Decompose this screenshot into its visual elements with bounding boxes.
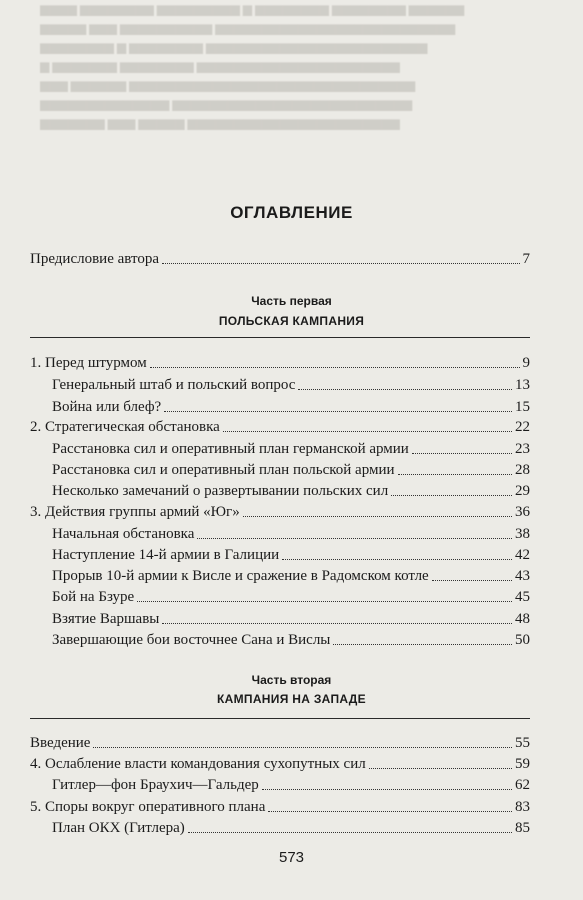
entry-title: 2. Стратегическая обстановка (30, 419, 220, 435)
dot-leader (369, 768, 512, 769)
bleed-through-text: ▆▆▆▆ ▆▆▆▆▆▆▆▆ ▆▆▆▆▆▆▆▆▆ ▆ ▆▆▆▆▆▆▆▆ ▆▆▆▆▆▆▆▆ ▆▆▆▆▆▆ ▆▆▆▆▆ ▆▆▆ ▆▆▆▆▆▆▆▆▆▆ ▆▆▆▆▆▆▆▆▆▆▆▆▆▆▆▆▆▆▆▆▆▆▆▆▆▆ ▆▆▆▆▆▆▆▆ ▆ ▆▆▆▆▆▆▆▆ ▆▆▆▆▆▆▆▆▆▆▆▆▆▆▆▆▆▆▆▆▆▆▆▆ ▆ ▆▆▆▆▆▆▆ ▆▆▆▆▆▆▆▆ ▆▆▆▆▆▆▆▆▆▆▆▆▆▆▆▆▆▆▆▆▆▆ ▆▆▆ ▆▆▆▆▆▆ ▆▆▆▆▆▆▆▆▆▆▆▆▆▆▆▆▆▆▆▆▆▆▆▆▆▆▆▆▆▆▆ ▆▆▆▆▆▆▆▆▆▆▆▆▆▆ ▆▆▆▆▆▆▆▆▆▆▆▆▆▆▆▆▆▆▆▆▆▆▆▆▆▆ ▆▆▆▆▆▆▆ ▆▆▆ ▆▆▆▆▆ ▆▆▆▆▆▆▆▆▆▆▆▆▆▆▆▆▆▆▆▆▆▆▆ (40, 2, 465, 130)
entry-title: Война или блеф? (52, 399, 162, 415)
entry-page: 85 (515, 820, 530, 836)
entry-title: Прорыв 10-й армии к Висле и сражение в Радомском котле (52, 568, 429, 584)
toc-chapter (30, 732, 530, 752)
toc-title: ОГЛАВЛЕНИЕ (230, 203, 353, 222)
dot-leader (162, 623, 512, 624)
dot-leader (93, 747, 512, 748)
entry-page: 42 (515, 547, 530, 563)
dot-leader (164, 411, 512, 412)
entry-title: 3. Действия группы армий «Юг» (30, 504, 240, 520)
dot-leader (333, 644, 512, 645)
toc-section (52, 544, 530, 564)
entry-title: Начальная обстановка (52, 526, 195, 542)
entry-title: План ОКХ (Гитлера) (52, 820, 185, 836)
toc-section (52, 565, 530, 585)
toc-section (52, 608, 530, 628)
dot-leader (150, 367, 520, 368)
dot-leader (197, 538, 512, 539)
toc-chapter (30, 416, 530, 436)
entry-page: 36 (515, 504, 530, 520)
entry-page: 83 (515, 799, 530, 815)
toc-chapter (30, 796, 530, 816)
dot-leader (412, 453, 512, 454)
entry-title: Гитлер—фон Браухич—Гальдер (52, 777, 259, 793)
entry-title: 4. Ослабление власти командования сухопутных сил (30, 756, 366, 772)
entry-title: 5. Споры вокруг оперативного плана (30, 799, 266, 815)
entry-page: 43 (515, 568, 530, 584)
toc-section (52, 774, 530, 794)
entry-page: 22 (515, 419, 530, 435)
entry-title: Несколько замечаний о развертывании польских сил (52, 483, 389, 499)
entry-title: Наступление 14-й армии в Галиции (52, 547, 280, 563)
dot-leader (188, 832, 512, 833)
entry-title: Предисловие автора (30, 251, 159, 267)
dot-leader (137, 601, 512, 602)
page-number: 573 (278, 849, 305, 866)
dot-leader (268, 811, 512, 812)
dot-leader (243, 516, 512, 517)
dot-leader (298, 389, 512, 390)
entry-title: Бой на Бзуре (52, 589, 135, 605)
toc-section (52, 396, 530, 416)
dot-leader (432, 580, 512, 581)
entry-page: 23 (515, 441, 530, 457)
divider-rule (30, 718, 530, 719)
toc-section (52, 480, 530, 500)
dot-leader (391, 495, 512, 496)
entry-page: 50 (515, 632, 530, 648)
part-label: Часть вторая (251, 673, 332, 687)
toc-section (52, 438, 530, 458)
entry-title: 1. Перед штурмом (30, 355, 147, 371)
entry-page: 7 (522, 251, 530, 267)
toc-section (52, 459, 530, 479)
entry-page: 9 (522, 355, 530, 371)
toc-chapter (30, 753, 530, 773)
toc-section (52, 374, 530, 394)
entry-page: 15 (515, 399, 530, 415)
part-title: ПОЛЬСКАЯ КАМПАНИЯ (218, 314, 365, 328)
entry-page: 55 (515, 735, 530, 751)
entry-page: 29 (515, 483, 530, 499)
dot-leader (262, 789, 512, 790)
entry-page: 48 (515, 611, 530, 627)
entry-page: 59 (515, 756, 530, 772)
entry-page: 62 (515, 777, 530, 793)
toc-entry-preface (30, 248, 530, 268)
entry-title: Введение (30, 735, 91, 751)
toc-section (52, 817, 530, 837)
toc-chapter (30, 501, 530, 521)
part-label: Часть первая (251, 294, 332, 308)
part-title: КАМПАНИЯ НА ЗАПАДЕ (217, 692, 366, 706)
entry-title: Расстановка сил и оперативный план польской армии (52, 462, 395, 478)
toc-section (52, 586, 530, 606)
divider-rule (30, 337, 530, 338)
entry-page: 45 (515, 589, 530, 605)
dot-leader (398, 474, 512, 475)
dot-leader (282, 559, 512, 560)
entry-title: Генеральный штаб и польский вопрос (52, 377, 296, 393)
dot-leader (223, 431, 512, 432)
dot-leader (162, 263, 520, 264)
toc-section (52, 629, 530, 649)
entry-page: 38 (515, 526, 530, 542)
entry-title: Взятие Варшавы (52, 611, 160, 627)
toc-section (52, 523, 530, 543)
toc-chapter (30, 352, 530, 372)
entry-title: Расстановка сил и оперативный план германской армии (52, 441, 409, 457)
entry-page: 28 (515, 462, 530, 478)
entry-title: Завершающие бои восточнее Сана и Вислы (52, 632, 331, 648)
entry-page: 13 (515, 377, 530, 393)
